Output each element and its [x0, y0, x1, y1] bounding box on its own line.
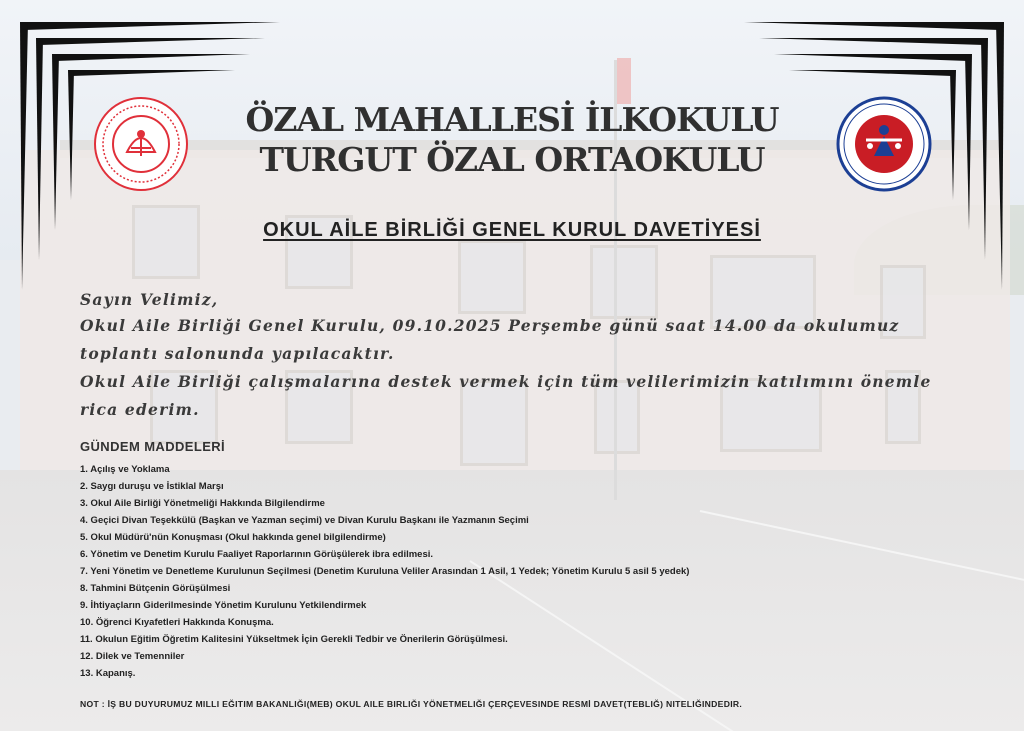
agenda-title: GÜNDEM MADDELERİ [80, 439, 226, 454]
agenda-item: 13. Kapanış. [80, 668, 136, 679]
agenda-item: 10. Öğrenci Kıyafetleri Hakkında Konuşma. [80, 617, 274, 628]
footer-note: NOT : İŞ BU DUYURUMUZ MILLI EĞITIM BAKANLIĞI(MEB) OKUL AILE BIRLIĞI YÖNETMELIĞI ÇERÇEVESINDE RESMİ DAVET(TEBLIĞ) NITELIĞINDEDIR. [80, 699, 743, 709]
agenda-item: 3. Okul Aile Birliği Yönetmeliği Hakkında Bilgilendirme [80, 498, 325, 509]
agenda-item: 2. Saygı duruşu ve İstiklal Marşı [80, 481, 224, 492]
meb-emblem-icon [93, 96, 189, 192]
agenda-item: 6. Yönetim ve Denetim Kurulu Faaliyet Raporlarının Görüşülerek ibra edilmesi. [80, 549, 434, 560]
school-emblem-icon [836, 96, 932, 192]
agenda-item: 4. Geçici Divan Teşekkülü (Başkan ve Yazman seçimi) ve Divan Kurulu Başkanı ile Yazmanın Seçimi [80, 515, 529, 526]
agenda-item: 11. Okulun Eğitim Öğretim Kalitesini Yükseltmek İçin Gerekli Tedbir ve Önerilerin Görüşülmesi. [80, 634, 508, 645]
agenda-item: 1. Açılış ve Yoklama [80, 464, 170, 475]
agenda-item: 9. İhtiyaçların Giderilmesinde Yönetim Kurulunu Yetkilendirmek [80, 600, 367, 611]
invitation-paragraph-date: Okul Aile Birliği Genel Kurulu, 09.10.2025 Perşembe günü saat 14.00 da okulumuz toplantı salonunda yapılacaktır. [80, 316, 900, 363]
agenda-item: 12. Dilek ve Temenniler [80, 651, 185, 662]
invitation-paragraph-request: Okul Aile Birliği çalışmalarına destek vermek için tüm velilerimizin katılımını önemle rica ederim. [80, 372, 932, 419]
school-title-primary: ÖZAL MAHALLESİ İLKOKULU [245, 100, 779, 139]
invitation-heading: OKUL AİLE BİRLİĞİ GENEL KURUL DAVETİYESİ [263, 219, 761, 241]
agenda-item: 7. Yeni Yönetim ve Denetleme Kurulunun Seçilmesi (Denetim Kuruluna Veliler Arasından 1 Asil, 1 Yedek; Yönetim Kurulu 5 asil 5 yedek) [80, 566, 690, 577]
salutation: Sayın Velimiz, [80, 290, 219, 309]
agenda-list [80, 461, 689, 682]
school-title-secondary: TURGUT ÖZAL ORTAOKULU [259, 140, 765, 179]
agenda-item: 8. Tahmini Bütçenin Görüşülmesi [80, 583, 231, 594]
agenda-item: 5. Okul Müdürü'nün Konuşması (Okul hakkında genel bilgilendirme) [80, 532, 386, 543]
